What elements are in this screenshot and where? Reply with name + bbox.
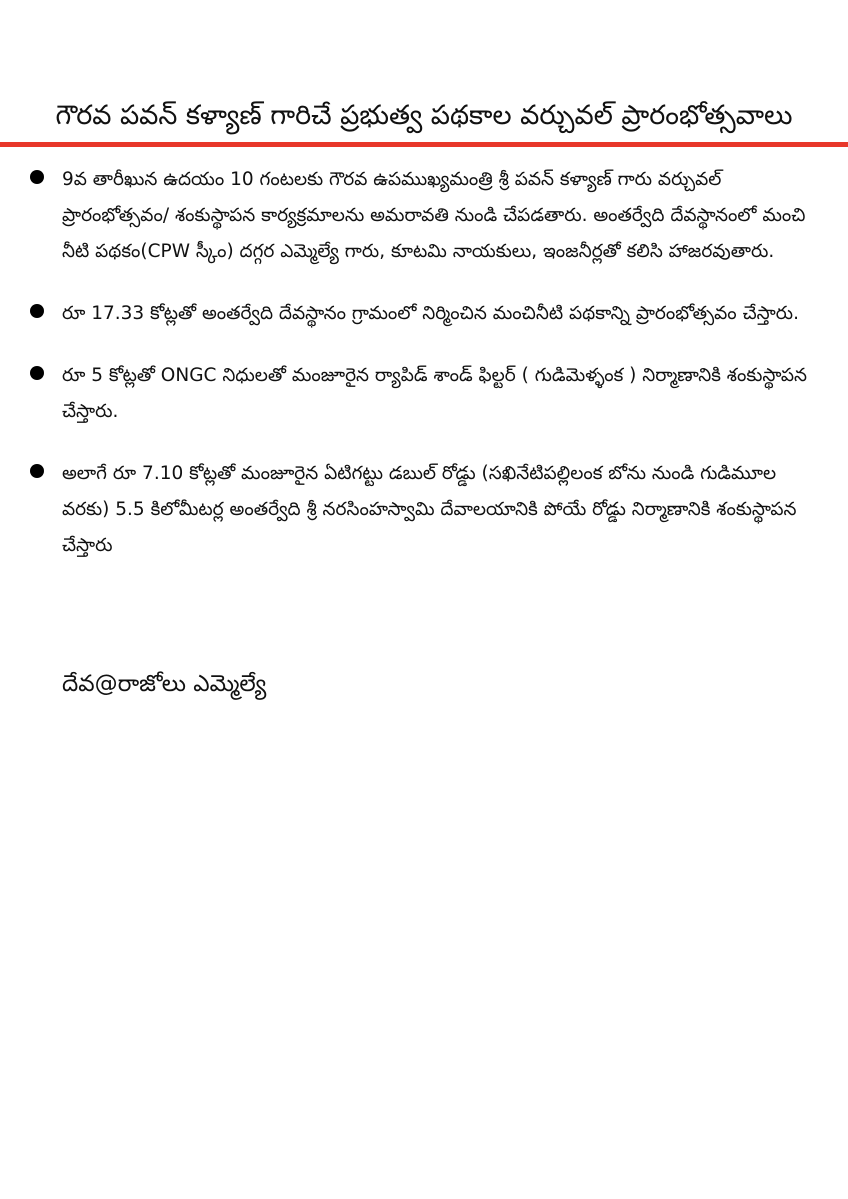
list-item-text: 9వ తారీఖున ఉదయం 10 గంటలకు గౌరవ ఉపముఖ్యమంత్రి శ్రీ పవన్ కళ్యాణ్ గారు వర్చువల్ ప్రారంభోత్సవం/ శంకుస్థాపన కార్యక్రమాలను అమరావతి నుండి చేపడతారు. అంతర్వేది దేవస్థానంలో మంచి నీటి పథకం(CPW స్కీం) దగ్గర ఎమ్మెల్యే గారు, కూటమి నాయకులు, ఇంజనీర్లతో కలిసి హాజరవుతారు. — [62, 169, 806, 262]
bullet-dot-icon — [30, 464, 44, 478]
list-item — [0, 456, 848, 564]
list-item-text: రూ 17.33 కోట్లతో అంతర్వేది దేవస్థానం గ్రామంలో నిర్మించిన మంచినీటి పథకాన్ని ప్రారంభోత్సవం చేస్తారు. — [62, 303, 799, 324]
page-title: గౌరవ పవన్ కళ్యాణ్ గారిచే ప్రభుత్వ పథకాల వర్చువల్ ప్రారంభోత్సవాలు — [55, 100, 793, 131]
list-item-text: రూ 5 కోట్లతో ONGC నిధులతో మంజూరైన ర్యాపిడ్ శాండ్ ఫిల్టర్ ( గుడిమెళ్ళంక ) నిర్మాణానికి శంకుస్థాపన చేస్తారు. — [62, 365, 808, 422]
bullet-dot-icon — [30, 366, 44, 380]
bullet-dot-icon — [30, 304, 44, 318]
list-item — [0, 162, 848, 270]
list-item — [0, 296, 848, 332]
list-item — [0, 358, 848, 430]
bullet-dot-icon — [30, 170, 44, 184]
title-divider — [0, 142, 848, 147]
signature: దేవ@రాజోలు ఎమ్మెల్యే — [62, 671, 267, 697]
bullet-list — [0, 162, 848, 590]
list-item-text: అలాగే రూ 7.10 కోట్లతో మంజూరైన ఏటిగట్టు డబుల్ రోడ్డు (సఖినేటిపల్లిలంక బోను నుండి గుడిమూల వరకు) 5.5 కిలోమీటర్ల అంతర్వేది శ్రీ నరసింహస్వామి దేవాలయానికి పోయే రోడ్డు నిర్మాణానికి శంకుస్థాపన చేస్తారు — [62, 463, 797, 556]
